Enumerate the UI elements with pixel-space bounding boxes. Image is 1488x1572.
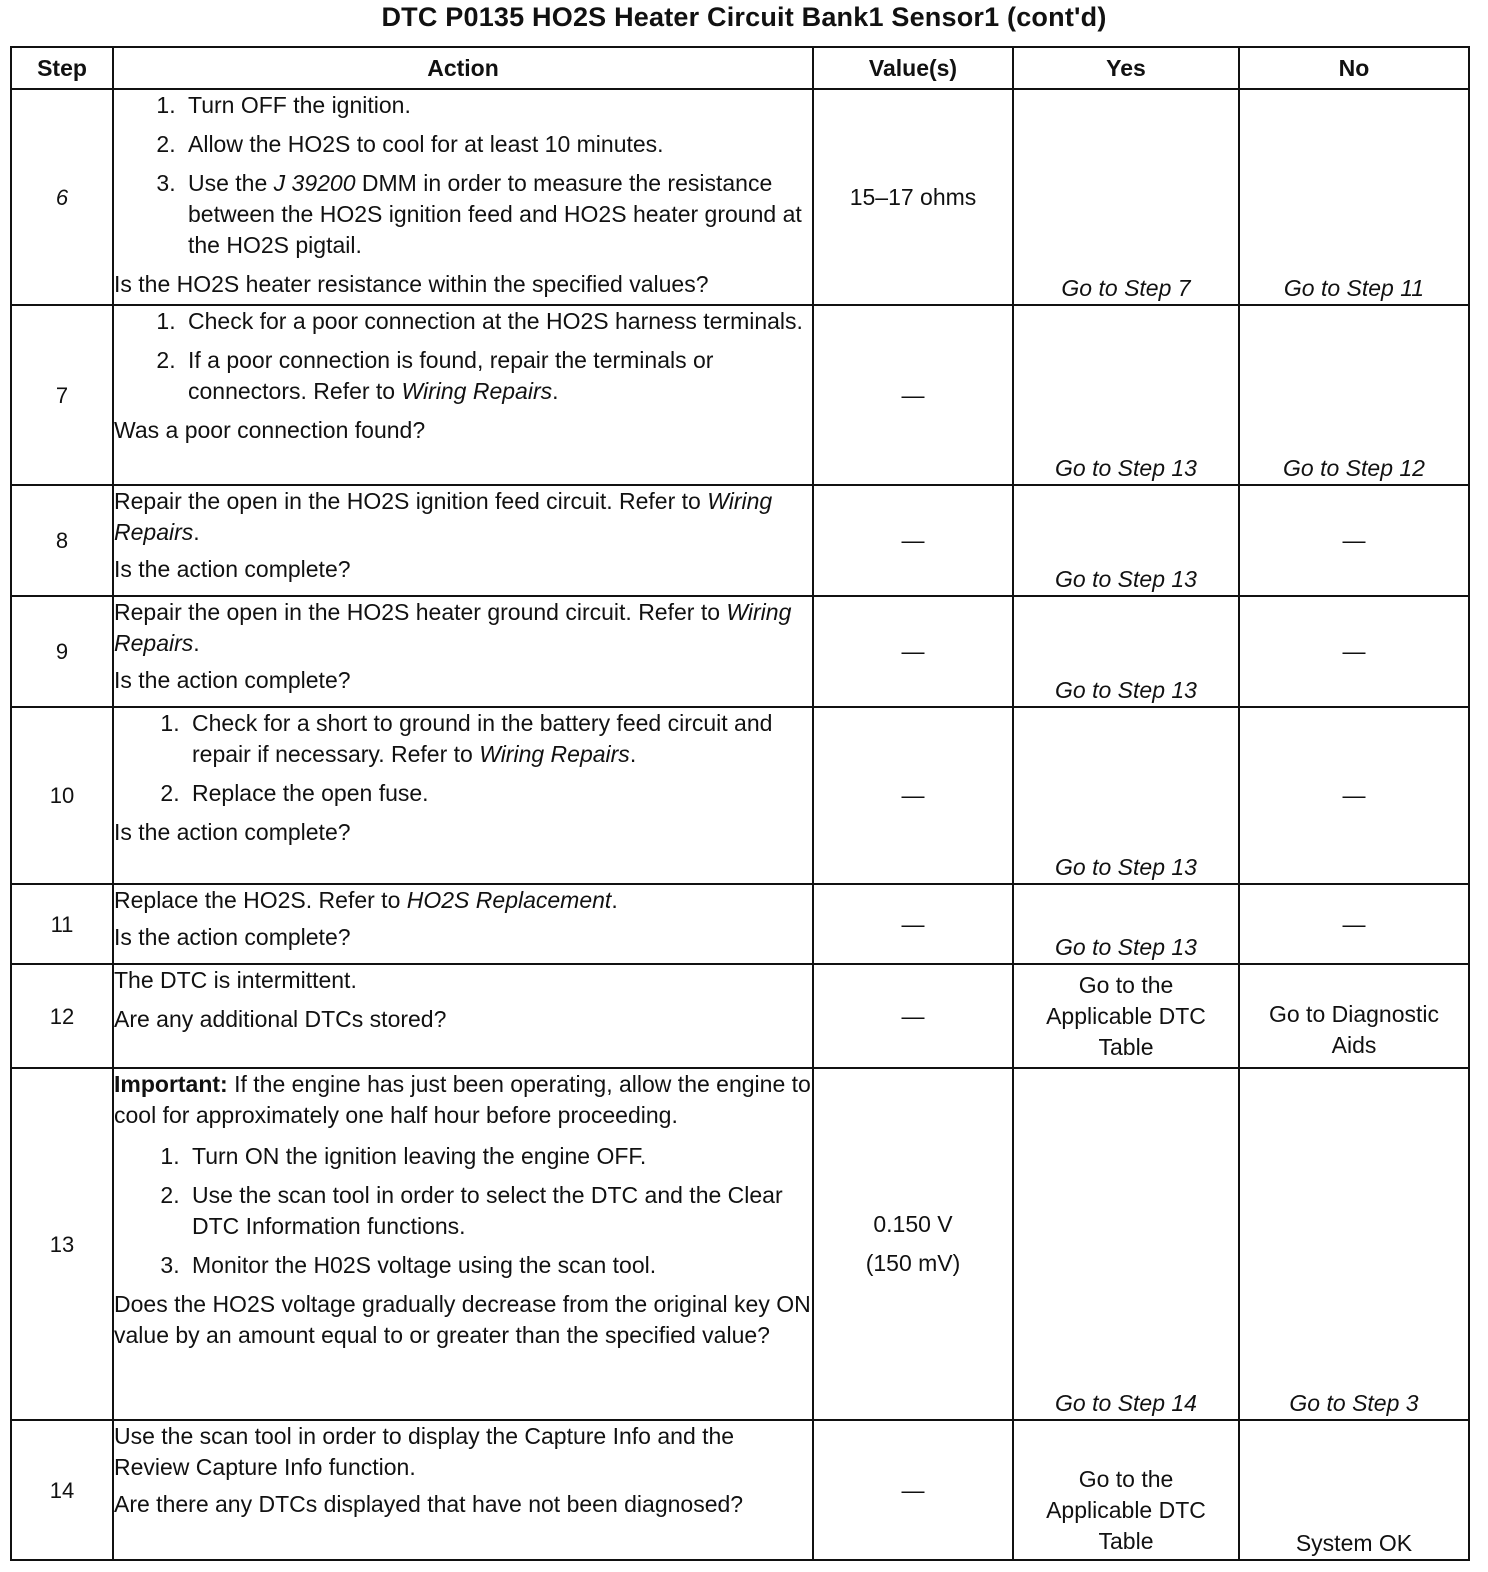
yes-cell: Go to the Applicable DTC Table (1013, 964, 1239, 1068)
action-cell (113, 964, 813, 1068)
action-question: Is the HO2S heater resistance within the specified values? (114, 271, 709, 297)
action-steps (114, 90, 812, 261)
value-cell: — (813, 485, 1013, 596)
no-cell: — (1239, 884, 1469, 964)
action-cell (113, 1420, 813, 1560)
header-no: No (1239, 47, 1469, 89)
action-cell (113, 1068, 813, 1420)
value-cell: — (813, 305, 1013, 485)
page-title: DTC P0135 HO2S Heater Circuit Bank1 Sensor1 (cont'd) (381, 2, 1107, 32)
step-number: 12 (11, 964, 113, 1068)
important-note: Important: If the engine has just been operating, allow the engine to cool for approximately one half hour before proceeding. (114, 1071, 811, 1128)
table-row (11, 89, 1469, 305)
value-cell: — (813, 596, 1013, 707)
no-cell: — (1239, 485, 1469, 596)
no-cell: Go to Diagnostic Aids (1239, 964, 1469, 1068)
yes-cell: Go to Step 13 (1013, 884, 1239, 964)
diagnostic-table (10, 46, 1470, 1561)
action-step: 2. Replace the open fuse. (186, 778, 812, 809)
value-cell (813, 1068, 1013, 1420)
value-millivolts: (150 mV) (865, 1250, 961, 1276)
action-cell (113, 884, 813, 964)
action-question: Is the action complete? (114, 819, 351, 845)
yes-cell: Go to Step 13 (1013, 707, 1239, 884)
no-cell: System OK (1239, 1420, 1469, 1560)
step-number: 14 (11, 1420, 113, 1560)
action-question: Is the action complete? (114, 556, 351, 582)
action-step: 1. Check for a poor connection at the HO2S harness terminals. (182, 306, 812, 337)
action-text: Use the scan tool in order to display the Capture Info and the Review Capture Info function. (114, 1423, 735, 1480)
action-step: 3. Use the J 39200 DMM in order to measure the resistance between the HO2S ignition feed and HO2S heater ground at the HO2S pigtail. (182, 168, 812, 261)
action-cell (113, 707, 813, 884)
value-cell: — (813, 707, 1013, 884)
yes-cell: Go to Step 13 (1013, 305, 1239, 485)
value-cell: 15–17 ohms (813, 89, 1013, 305)
value-volts: 0.150 V (873, 1211, 953, 1237)
step-number: 8 (11, 485, 113, 596)
action-step: 1. Turn OFF the ignition. (182, 90, 812, 121)
action-step: 1. Check for a short to ground in the battery feed circuit and repair if necessary. Refer to Wiring Repairs. (186, 708, 812, 770)
no-cell: — (1239, 707, 1469, 884)
yes-cell: Go to Step 14 (1013, 1068, 1239, 1420)
header-action: Action (113, 47, 813, 89)
action-steps (114, 306, 812, 407)
no-cell: — (1239, 596, 1469, 707)
table-row (11, 305, 1469, 485)
action-cell (113, 305, 813, 485)
header-row (11, 47, 1469, 89)
no-cell: Go to Step 11 (1239, 89, 1469, 305)
header-yes: Yes (1013, 47, 1239, 89)
step-number: 6 (11, 89, 113, 305)
action-question: Was a poor connection found? (114, 417, 426, 443)
action-step: 2. If a poor connection is found, repair the terminals or connectors. Refer to Wiring Repairs. (182, 345, 812, 407)
action-cell (113, 89, 813, 305)
value-cell: — (813, 1420, 1013, 1560)
table-row (11, 884, 1469, 964)
header-step: Step (11, 47, 113, 89)
step-number: 7 (11, 305, 113, 485)
value-cell: — (813, 964, 1013, 1068)
table-row (11, 485, 1469, 596)
yes-cell: Go to Step 13 (1013, 596, 1239, 707)
step-number: 11 (11, 884, 113, 964)
value-cell: — (813, 884, 1013, 964)
step-number: 10 (11, 707, 113, 884)
action-step: 2. Allow the HO2S to cool for at least 10 minutes. (182, 129, 812, 160)
action-question: Are any additional DTCs stored? (114, 1006, 447, 1032)
yes-cell: Go to the Applicable DTC Table (1013, 1420, 1239, 1560)
action-cell (113, 596, 813, 707)
action-step: 3. Monitor the H02S voltage using the scan tool. (186, 1250, 812, 1281)
action-step: 1. Turn ON the ignition leaving the engine OFF. (186, 1141, 812, 1172)
table-row (11, 1068, 1469, 1420)
table-row (11, 596, 1469, 707)
action-step: 2. Use the scan tool in order to select the DTC and the Clear DTC Information functions. (186, 1180, 812, 1242)
action-text: Replace the HO2S. Refer to HO2S Replacement. (114, 887, 618, 913)
yes-cell: Go to Step 13 (1013, 485, 1239, 596)
action-question: Is the action complete? (114, 924, 351, 950)
action-text: Repair the open in the HO2S heater ground circuit. Refer to Wiring Repairs. (114, 599, 792, 656)
table-row (11, 1420, 1469, 1560)
action-question: Does the HO2S voltage gradually decrease from the original key ON value by an amount equal to or greater than the specified value? (114, 1291, 811, 1348)
table-row (11, 964, 1469, 1068)
action-question: Are there any DTCs displayed that have not been diagnosed? (114, 1491, 744, 1517)
yes-cell: Go to Step 7 (1013, 89, 1239, 305)
no-cell: Go to Step 3 (1239, 1068, 1469, 1420)
action-steps (114, 1141, 812, 1281)
no-cell: Go to Step 12 (1239, 305, 1469, 485)
step-number: 9 (11, 596, 113, 707)
table-row (11, 707, 1469, 884)
step-number: 13 (11, 1068, 113, 1420)
action-steps (114, 708, 812, 809)
action-text: The DTC is intermittent. (114, 967, 357, 993)
header-values: Value(s) (813, 47, 1013, 89)
action-question: Is the action complete? (114, 667, 351, 693)
action-cell (113, 485, 813, 596)
action-text: Repair the open in the HO2S ignition feed circuit. Refer to Wiring Repairs. (114, 488, 773, 545)
